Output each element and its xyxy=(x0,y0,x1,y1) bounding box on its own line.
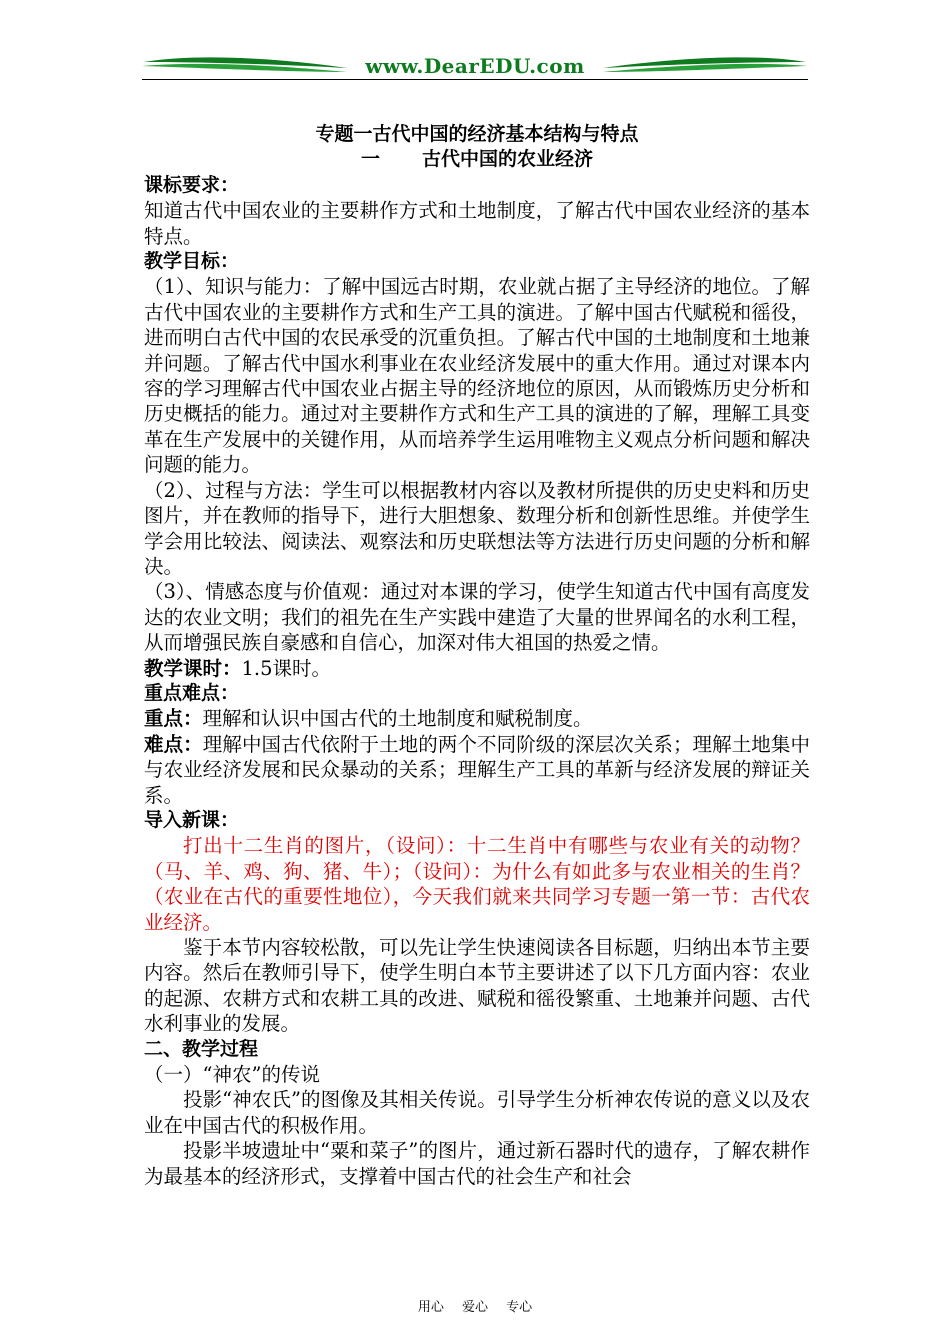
paragraph-key-point xyxy=(144,706,810,731)
label-key-point: 重点： xyxy=(144,707,203,731)
heading-process: 二、教学过程 xyxy=(144,1037,259,1060)
paragraph-goal-2: （2）、过程与方法：学生可以根据教材内容以及教材所提供的历史史料和历史图片，并在教师的指导下，进行大胆想象、数理分析和创新性思维。并使学生学会用比较法、阅读法、观察法和历史联想法等方法进行历史问题的分析和解决。 xyxy=(144,478,810,578)
paragraph-curriculum: 知道古代中国农业的主要耕作方式和土地制度，了解古代中国农业经济的基本特点。 xyxy=(144,199,810,248)
paragraph-shennong-2: 投影半坡遗址中“粟和菜子”的图片，通过新石器时代的遗存，了解农耕作为最基本的经济形式，支撑着中国古代的社会生产和社会 xyxy=(144,1139,810,1188)
paragraph-goal-3: （3）、情感态度与价值观：通过对本课的学习，使学生知道古代中国有高度发达的农业文明；我们的祖先在生产实践中建造了大量的世界闻名的水利工程，从而增强民族自豪感和自信心，加深对伟大祖国的热爱之情。 xyxy=(144,580,810,655)
paragraph-shennong-1: 投影“神农氏”的图像及其相关传说。引导学生分析神农传说的意义以及农业在中国古代的积极作用。 xyxy=(144,1088,810,1137)
difficulty-text: 理解中国古代依附于土地的两个不同阶级的深层次关系；理解土地集中与农业经济发展和民众暴动的关系；理解生产工具的革新与经济发展的辩证关系。 xyxy=(144,732,810,807)
site-header xyxy=(142,50,808,86)
heading-intro: 导入新课： xyxy=(144,808,240,831)
subtitle-text: 古代中国的农业经济 xyxy=(422,148,594,171)
paragraph-difficulty xyxy=(144,732,810,808)
page-footer: 用心 爱心 专心 xyxy=(417,1300,533,1315)
document-title: 专题一古代中国的经济基本结构与特点 xyxy=(315,123,639,145)
subheading-shennong: （一）“神农”的传说 xyxy=(144,1063,320,1087)
header-rule xyxy=(142,79,808,80)
paragraph-hours xyxy=(144,656,810,681)
paragraph-goal-1: （1）、知识与能力：了解中国远古时期，农业就占据了主导经济的地位。了解古代中国农业的主要耕作方式和生产工具的演进。了解中国古代赋税和徭役，进而明白古代中国的农民承受的沉重负担。了解古代中国的土地制度和土地兼并问题。了解古代中国水利事业在农业经济发展中的重大作用。通过对课本内容的学习理解古代中国农业占据主导的经济地位的原因，从而锻炼历史分析和历史概括的能力。通过对主要耕作方式和生产工具的演进的了解，理解工具变革在生产发展中的关键作用，从而培养学生运用唯物主义观点分析问题和解决问题的能力。 xyxy=(144,275,810,477)
site-logo-text[interactable]: www.DearEDU.com xyxy=(365,54,585,78)
heading-key-difficult: 重点难点： xyxy=(144,681,240,704)
subtitle-number: 一 xyxy=(360,148,380,171)
heading-goals: 教学目标： xyxy=(144,250,240,273)
document-subtitle xyxy=(144,147,810,172)
label-difficulty: 难点： xyxy=(144,732,203,756)
paragraph-intro-summary: 鉴于本节内容较松散，可以先让学生快速阅读各目标题，归纳出本节主要内容。然后在教师引导下，使学生明白本节主要讲述了以下几方面内容：农业的起源、农耕方式和农耕工具的改进、赋税和徭役繁重、土地兼并问题、古代水利事业的发展。 xyxy=(144,936,810,1036)
key-point-text: 理解和认识中国古代的土地制度和赋税制度。 xyxy=(202,707,593,731)
hours-value: 1.5课时。 xyxy=(241,656,332,680)
paragraph-intro-question: 打出十二生肖的图片，（设问）：十二生肖中有哪些与农业有关的动物？（马、羊、鸡、狗、猪、牛）；（设问）：为什么有如此多与农业相关的生肖？（农业在古代的重要性地位），今天我们就来共同学习专题一第一节：古代农业经济。 xyxy=(144,834,810,934)
heading-curriculum: 课标要求： xyxy=(144,173,240,196)
document-body xyxy=(144,122,810,1189)
heading-hours: 教学课时： xyxy=(144,656,242,680)
